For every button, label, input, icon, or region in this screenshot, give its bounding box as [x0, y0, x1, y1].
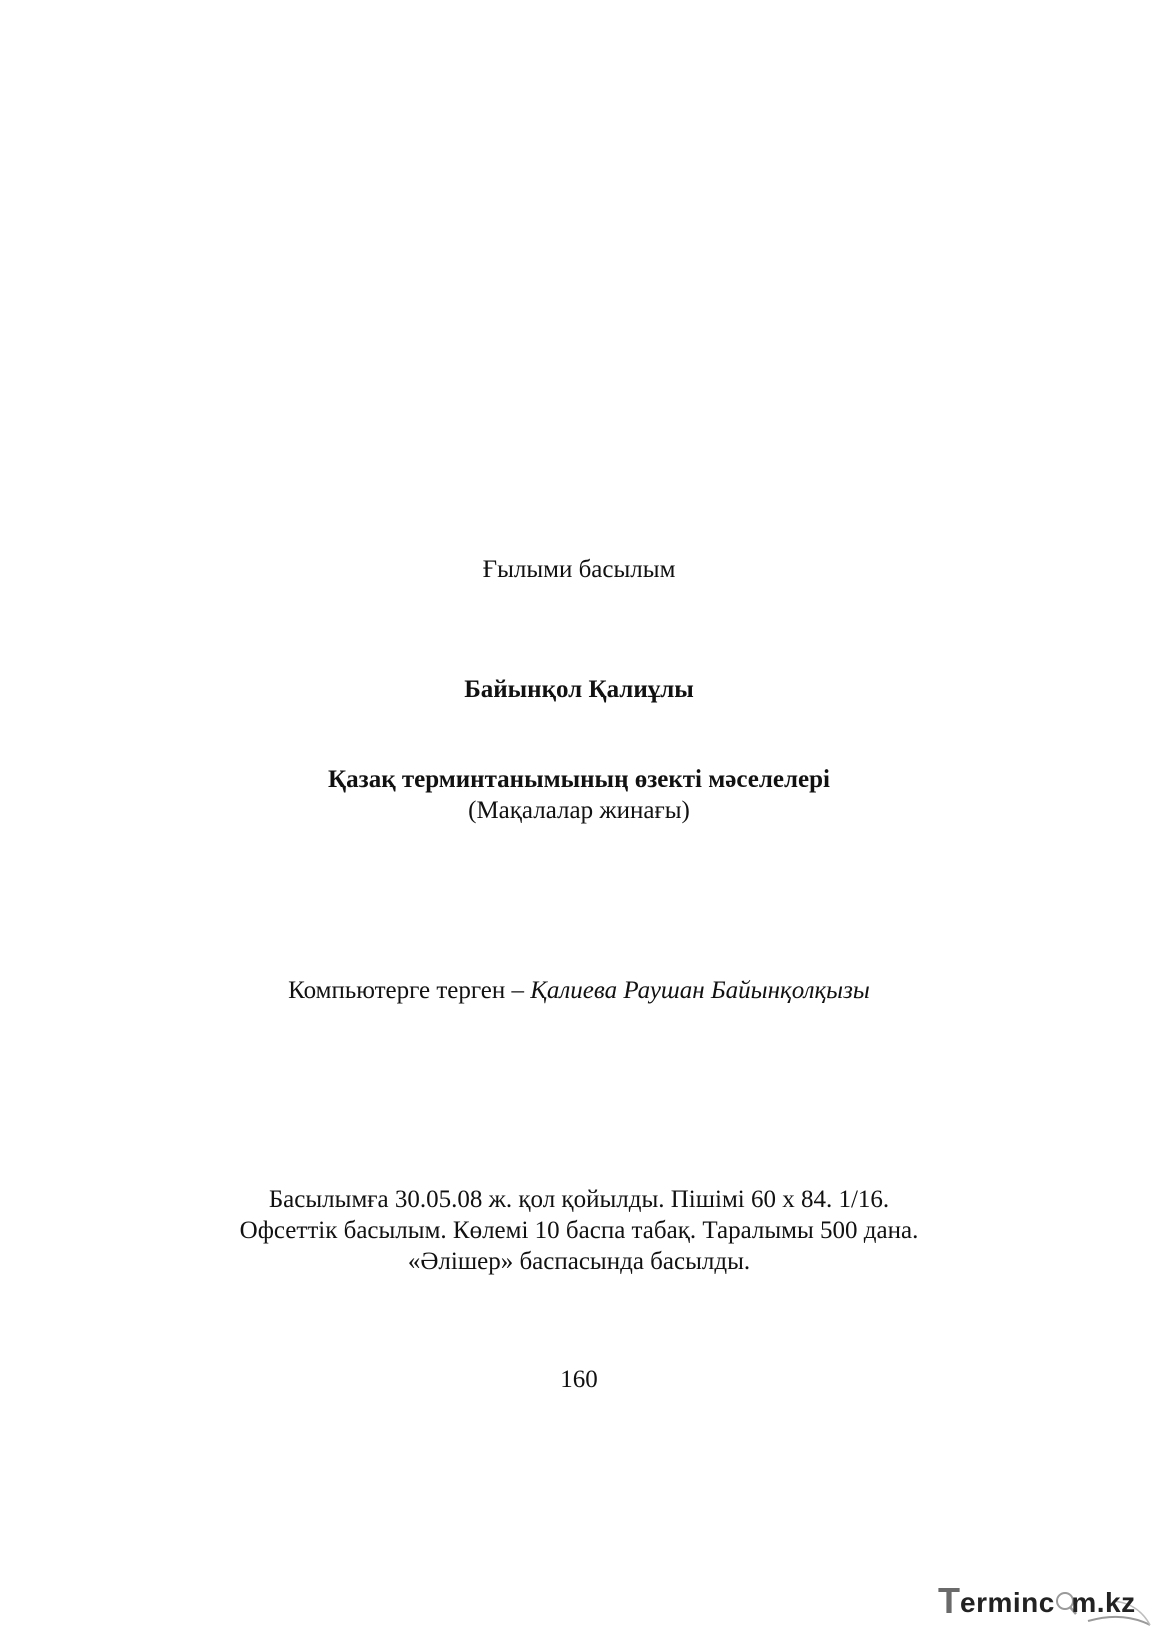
imprint-line-3: «Әлішер» баспасында басылды. [407, 1248, 751, 1275]
watermark-first-letter: T [938, 1580, 960, 1621]
watermark-text: erminc m.kz [960, 1587, 1136, 1618]
page-number: 160 [560, 1366, 598, 1393]
termincom-watermark [938, 1581, 1153, 1627]
publication-type: Ғылыми басылым [482, 556, 676, 583]
typist-name: Қалиева Раушан Байынқолқызы [530, 977, 870, 1004]
typist-credit [40, 975, 1118, 1007]
imprint-line-1: Басылымға 30.05.08 ж. қол қойылды. Пішімі 60 х 84. 1/16. [268, 1186, 890, 1213]
imprint-line-2: Офсеттік басылым. Көлемі 10 баспа табақ. Таралымы 500 дана. [239, 1217, 919, 1244]
author-name: Байынқол Қалиұлы [464, 676, 694, 703]
typist-prefix: Компьютерге терген – [288, 977, 531, 1004]
book-title: Қазақ терминтанымының өзекті мәселелері [328, 766, 830, 793]
book-subtitle: (Мақалалар жинағы) [468, 797, 690, 824]
